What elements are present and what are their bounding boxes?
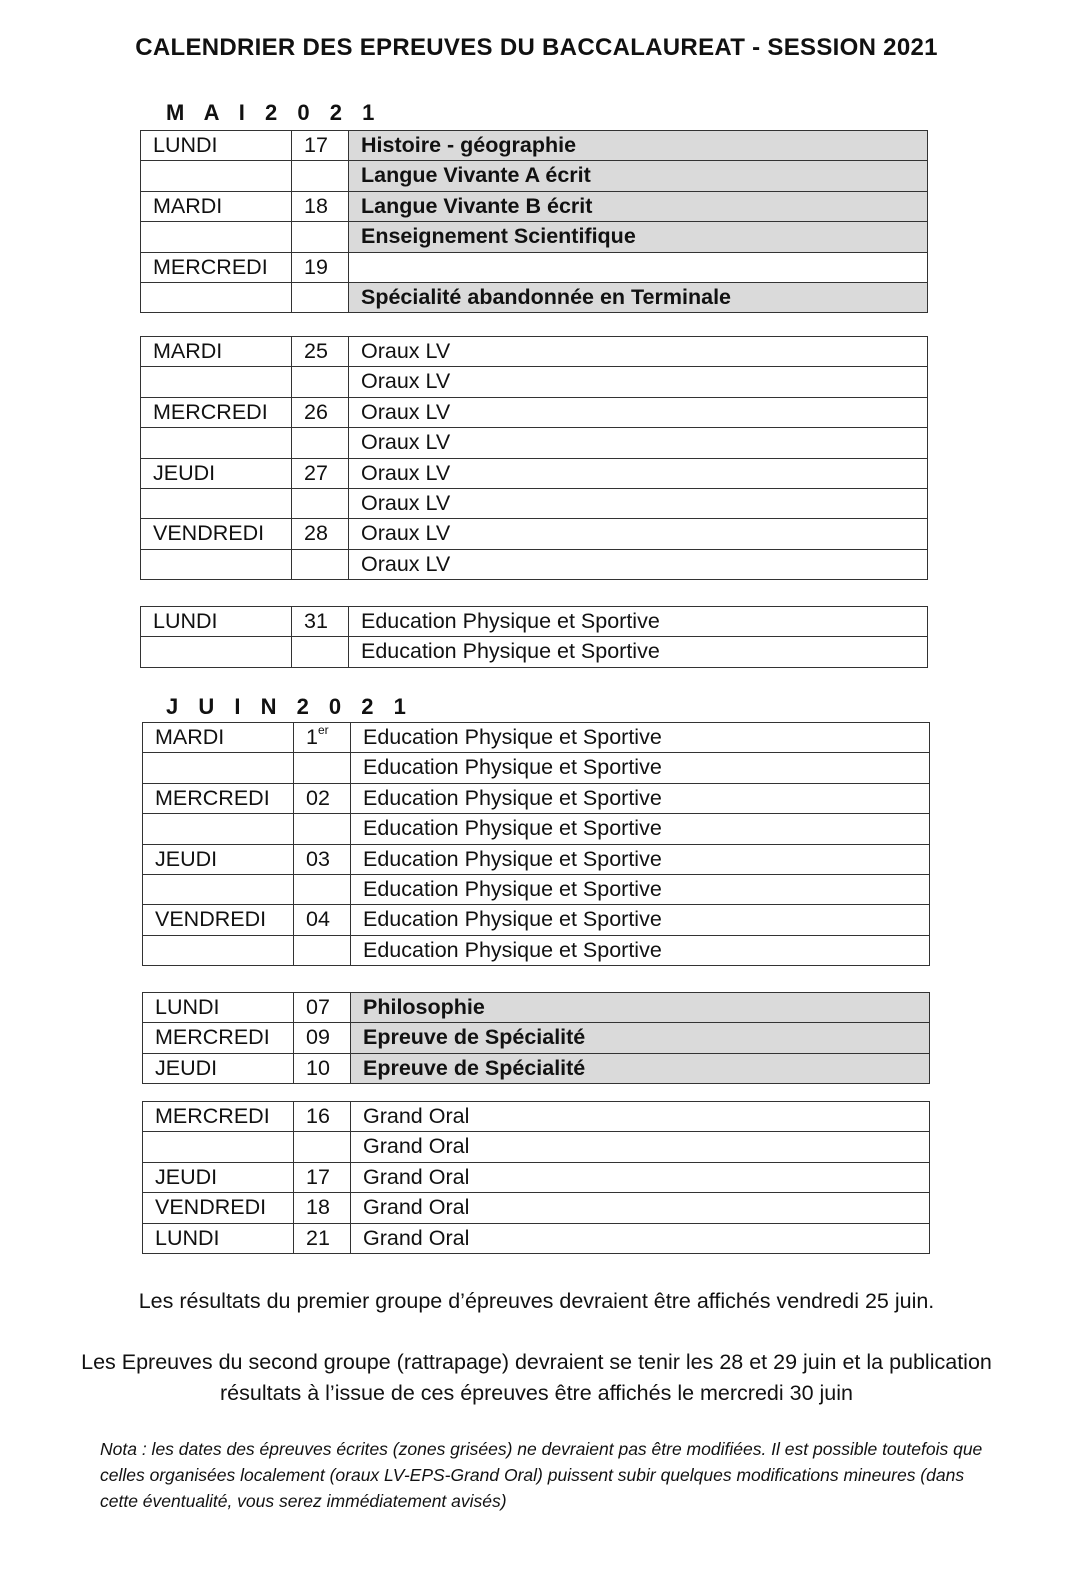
table-row <box>141 337 928 367</box>
date-cell <box>292 488 349 518</box>
day-cell: LUNDI <box>143 1223 294 1253</box>
day-cell <box>143 753 294 783</box>
event-cell <box>349 252 928 282</box>
date-cell <box>294 814 351 844</box>
event-cell: Spécialité abandonnée en Terminale <box>349 282 928 312</box>
day-cell: MARDI <box>141 191 292 221</box>
table-row <box>143 844 930 874</box>
event-cell: Grand Oral <box>351 1193 930 1223</box>
table-row <box>141 458 928 488</box>
event-cell: Enseignement Scientifique <box>349 222 928 252</box>
day-cell: LUNDI <box>141 607 292 637</box>
event-cell: Oraux LV <box>349 397 928 427</box>
table-row <box>141 191 928 221</box>
table-row <box>143 1023 930 1053</box>
event-cell: Epreuve de Spécialité <box>351 1053 930 1083</box>
event-cell: Langue Vivante B écrit <box>349 191 928 221</box>
table-row <box>141 549 928 579</box>
date-cell: 26 <box>292 397 349 427</box>
event-cell: Oraux LV <box>349 337 928 367</box>
event-cell: Education Physique et Sportive <box>351 753 930 783</box>
day-cell <box>143 814 294 844</box>
date-cell: 31 <box>292 607 349 637</box>
day-cell <box>141 367 292 397</box>
schedule-table <box>140 336 928 580</box>
table-row <box>141 131 928 161</box>
day-cell: MERCREDI <box>141 252 292 282</box>
table-row <box>141 607 928 637</box>
table-row <box>143 1102 930 1132</box>
table-row <box>143 753 930 783</box>
second-group-note-line2: résultats à l’issue de ces épreuves être affichés le mercredi 30 juin <box>220 1381 853 1405</box>
event-cell: Grand Oral <box>351 1132 930 1162</box>
schedule-table <box>142 722 930 966</box>
schedule-table <box>142 992 930 1084</box>
table-row <box>143 1162 930 1192</box>
table-row <box>141 161 928 191</box>
table-row <box>141 252 928 282</box>
date-cell: 27 <box>292 458 349 488</box>
day-cell <box>141 161 292 191</box>
event-cell: Grand Oral <box>351 1162 930 1192</box>
page-title: CALENDRIER DES EPREUVES DU BACCALAUREAT - SESSION 2021 <box>135 34 938 61</box>
table-row <box>141 519 928 549</box>
day-cell: VENDREDI <box>143 1193 294 1223</box>
event-cell: Education Physique et Sportive <box>351 874 930 904</box>
event-cell: Oraux LV <box>349 428 928 458</box>
date-cell: 09 <box>294 1023 351 1053</box>
date-cell: 28 <box>292 519 349 549</box>
day-cell <box>141 428 292 458</box>
day-cell: LUNDI <box>143 993 294 1023</box>
table-row <box>143 993 930 1023</box>
date-cell: 21 <box>294 1223 351 1253</box>
day-cell: JEUDI <box>143 1053 294 1083</box>
day-cell <box>141 637 292 667</box>
date-cell <box>292 637 349 667</box>
event-cell: Grand Oral <box>351 1223 930 1253</box>
date-cell <box>294 1132 351 1162</box>
month-heading-mai: M A I 2 0 2 1 <box>166 100 382 125</box>
table-row <box>141 637 928 667</box>
date-cell <box>294 874 351 904</box>
date-cell: 02 <box>294 783 351 813</box>
date-cell: 03 <box>294 844 351 874</box>
event-cell: Education Physique et Sportive <box>349 607 928 637</box>
day-cell <box>141 488 292 518</box>
day-cell <box>141 222 292 252</box>
date-cell: 25 <box>292 337 349 367</box>
day-cell: MERCREDI <box>143 1102 294 1132</box>
table-row <box>141 428 928 458</box>
event-cell: Grand Oral <box>351 1102 930 1132</box>
date-cell: 17 <box>292 131 349 161</box>
table-row <box>141 222 928 252</box>
table-row <box>143 723 930 753</box>
date-cell <box>294 753 351 783</box>
table-row <box>143 1223 930 1253</box>
event-cell: Oraux LV <box>349 458 928 488</box>
schedule-table <box>140 606 928 668</box>
event-cell: Education Physique et Sportive <box>351 905 930 935</box>
event-cell: Education Physique et Sportive <box>351 844 930 874</box>
month-heading-juin: J U I N 2 0 2 1 <box>166 694 413 719</box>
date-cell: 07 <box>294 993 351 1023</box>
event-cell: Oraux LV <box>349 367 928 397</box>
table-row <box>143 1053 930 1083</box>
day-cell: MARDI <box>143 723 294 753</box>
day-cell <box>141 282 292 312</box>
date-cell: 18 <box>294 1193 351 1223</box>
date-cell: 16 <box>294 1102 351 1132</box>
table-row <box>141 367 928 397</box>
day-cell <box>143 874 294 904</box>
date-suffix: er <box>317 722 329 737</box>
date-cell <box>292 367 349 397</box>
event-cell: Oraux LV <box>349 549 928 579</box>
table-row <box>143 874 930 904</box>
table-row <box>141 488 928 518</box>
date-cell <box>292 549 349 579</box>
date-cell <box>292 222 349 252</box>
results-note: Les résultats du premier groupe d’épreuves devraient être affichés vendredi 25 juin. <box>138 1289 935 1313</box>
day-cell: VENDREDI <box>141 519 292 549</box>
day-cell: JEUDI <box>143 1162 294 1192</box>
table-row <box>143 814 930 844</box>
table-row <box>141 397 928 427</box>
day-cell: JEUDI <box>141 458 292 488</box>
schedule-table <box>140 130 928 313</box>
event-cell: Education Physique et Sportive <box>351 814 930 844</box>
day-cell <box>143 935 294 965</box>
table-row <box>143 1193 930 1223</box>
event-cell: Histoire - géographie <box>349 131 928 161</box>
day-cell: MERCREDI <box>143 1023 294 1053</box>
day-cell <box>143 1132 294 1162</box>
date-cell <box>292 161 349 191</box>
date-cell: 04 <box>294 905 351 935</box>
date-cell: 1er <box>294 723 351 753</box>
event-cell: Oraux LV <box>349 519 928 549</box>
day-cell: LUNDI <box>141 131 292 161</box>
date-cell: 10 <box>294 1053 351 1083</box>
event-cell: Epreuve de Spécialité <box>351 1023 930 1053</box>
nota-footnote: Nota : les dates des épreuves écrites (zones grisées) ne devraient pas être modifiées. Il est possible toutefois que celles organisées localement (oraux LV-EPS-Grand Oral) puissent subir quelques modifications mineures (dans cette éventualité, vous serez immédiatement avisés) <box>100 1439 983 1511</box>
date-cell: 18 <box>292 191 349 221</box>
event-cell: Langue Vivante A écrit <box>349 161 928 191</box>
event-cell: Education Physique et Sportive <box>351 783 930 813</box>
date-cell: 19 <box>292 252 349 282</box>
table-row <box>143 1132 930 1162</box>
event-cell: Education Physique et Sportive <box>351 723 930 753</box>
day-cell: JEUDI <box>143 844 294 874</box>
event-cell: Education Physique et Sportive <box>349 637 928 667</box>
second-group-note-line1: Les Epreuves du second groupe (rattrapage) devraient se tenir les 28 et 29 juin et la publication <box>81 1350 992 1374</box>
date-cell: 17 <box>294 1162 351 1192</box>
day-cell: MARDI <box>141 337 292 367</box>
date-cell <box>294 935 351 965</box>
schedule-table <box>142 1101 930 1254</box>
table-row <box>143 935 930 965</box>
date-cell <box>292 428 349 458</box>
date-cell <box>292 282 349 312</box>
table-row <box>143 905 930 935</box>
table-row <box>141 282 928 312</box>
event-cell: Philosophie <box>351 993 930 1023</box>
event-cell: Education Physique et Sportive <box>351 935 930 965</box>
table-row <box>143 783 930 813</box>
day-cell <box>141 549 292 579</box>
day-cell: MERCREDI <box>141 397 292 427</box>
event-cell: Oraux LV <box>349 488 928 518</box>
day-cell: VENDREDI <box>143 905 294 935</box>
day-cell: MERCREDI <box>143 783 294 813</box>
